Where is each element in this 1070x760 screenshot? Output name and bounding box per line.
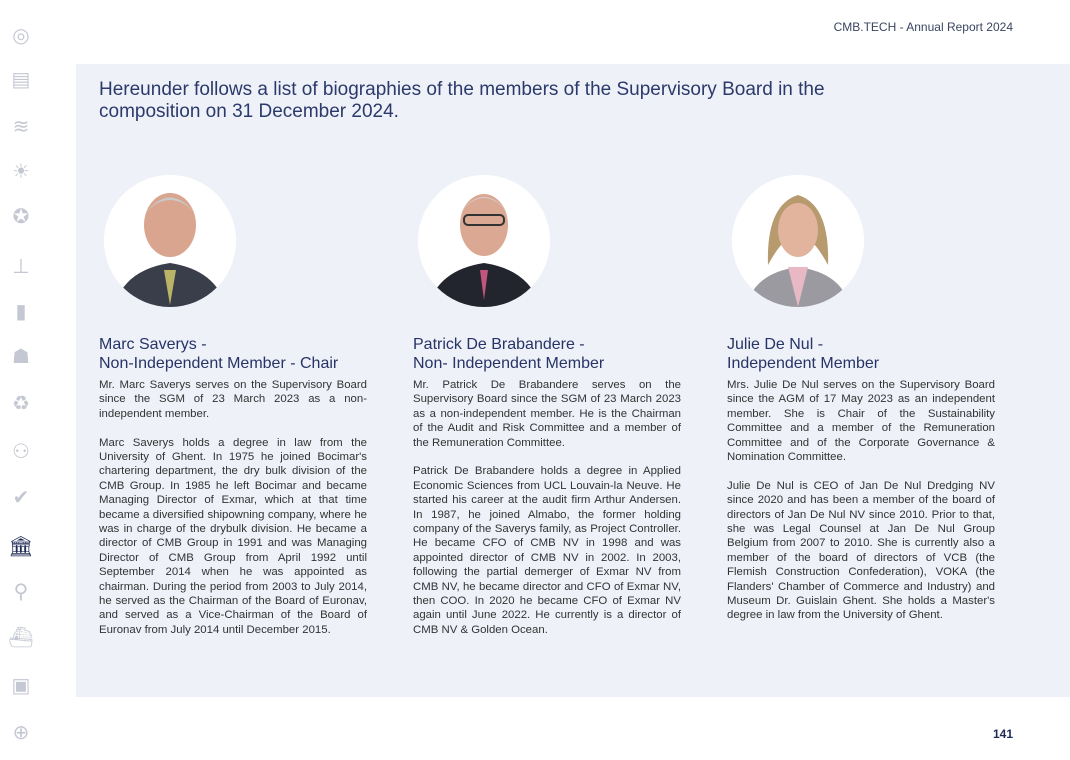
member-name: Patrick De Brabandere - Non- Independent Member (413, 336, 605, 372)
document-icon[interactable]: ▤ (11, 68, 31, 91)
flow-icon[interactable]: ≋ (12, 115, 30, 138)
target-icon[interactable]: ◎ (12, 24, 30, 47)
member-card (413, 175, 681, 652)
globe-document-icon[interactable]: ⊕ (12, 721, 30, 744)
member-bio: Mr. Patrick De Brabandere serves on the Supervisory Board since the SGM of 23 March 2023 as a non-independent member. He is the Chairman of the Audit and Risk Committee and a member of the Remuneration Committee. Patrick De Brabandere holds a degree in Applied Economic Sciences from UCL Louvain-la Neuve. He started his career at the audit firm Arthur Andersen. In 1987, he joined Almabo, the former holding company of the Saverys family, as Project Controller. He became CFO of CMB NV in 1998 and was appointed director of CMB NV in 2002. In 2003, following the partial demerger of Exmar NV from CMB NV, he became director and CFO of Exmar NV, then COO. In 2020 he became CFO of Exmar NV again until June 2022. He currently is a director of CMB NV & Golden Ocean. (413, 379, 681, 636)
member-photo (104, 175, 236, 307)
member-bio: Mrs. Julie De Nul serves on the Supervisory Board since the AGM of 17 May 2023 as an independent member. She is Chair of the Sustainability Committee and a member of the Remuneration Committee and of the Corporate Governance & Nomination Committee. Julie De Nul is CEO of Jan De Nul Dredging NV since 2020 and has been a member of the board of directors of Jan De Nul NV since 2010. Prior to that, she was Legal Counsel at Jan De Nul Group Belgium from 2007 to 2010. She is currently also a member of the board of directors of VCB (the Flemish Construction Confederation), VOKA (the Flanders' Chamber of Commerce and Industry) and Museum Dr. Guislain Ghent. She holds a Master's degree in law from the University of Ghent. (727, 379, 995, 622)
award-icon[interactable]: ✪ (12, 205, 30, 228)
member-bio: Mr. Marc Saverys serves on the Supervisory Board since the SGM of 23 March 2023 as a non-independent member. Marc Saverys holds a degree in law from the University of Ghent. In 1975 he joined Bocimar's chartering department, the dry bulk division of the CMB Group. In 1985 he left Bocimar and became Managing Director of Exmar, which at that time became a diversified shipowning company, where he was in charge of the drybulk division. He became a director of CMB Group in 1991 and was Managing Director of CMB Group from April 1992 until September 2014 when he was appointed as chairman. During the period from 2003 to July 2014, he served as the Chairman of the Board of Euronav, and served as a Vice-Chairman of the Board of Euronav from July 2014 until December 2015. (99, 379, 367, 636)
member-card (727, 175, 995, 637)
search-person-icon[interactable]: ⚲ (13, 580, 29, 603)
member-photo (732, 175, 864, 307)
page-number: 141 (992, 727, 1013, 741)
report-header: CMB.TECH - Annual Report 2024 (833, 20, 1013, 34)
bank-icon[interactable]: 🏛 (8, 535, 34, 558)
a-z-index-icon[interactable]: ▣ (11, 674, 31, 697)
member-name: Marc Saverys - Non-Independent Member - Chair (99, 336, 339, 372)
org-chart-icon[interactable]: ⊥ (12, 255, 30, 278)
people-icon[interactable]: ⚇ (12, 440, 30, 463)
page-title: Hereunder follows a list of biographies of the members of the Supervisory Board in the composition on 31 December 2024. (99, 79, 825, 122)
lightbulb-icon[interactable]: ☀ (12, 160, 30, 183)
shield-check-icon[interactable]: ✔ (12, 486, 30, 509)
member-photo (418, 175, 550, 307)
member-name: Julie De Nul - Independent Member (727, 336, 880, 372)
bar-chart-icon[interactable]: ▮ (15, 300, 27, 323)
meeting-icon[interactable]: ☗ (12, 345, 30, 368)
ship-icon[interactable]: ⛴ (8, 626, 34, 649)
recycle-icon[interactable]: ♻ (12, 392, 30, 415)
member-card (99, 175, 367, 652)
